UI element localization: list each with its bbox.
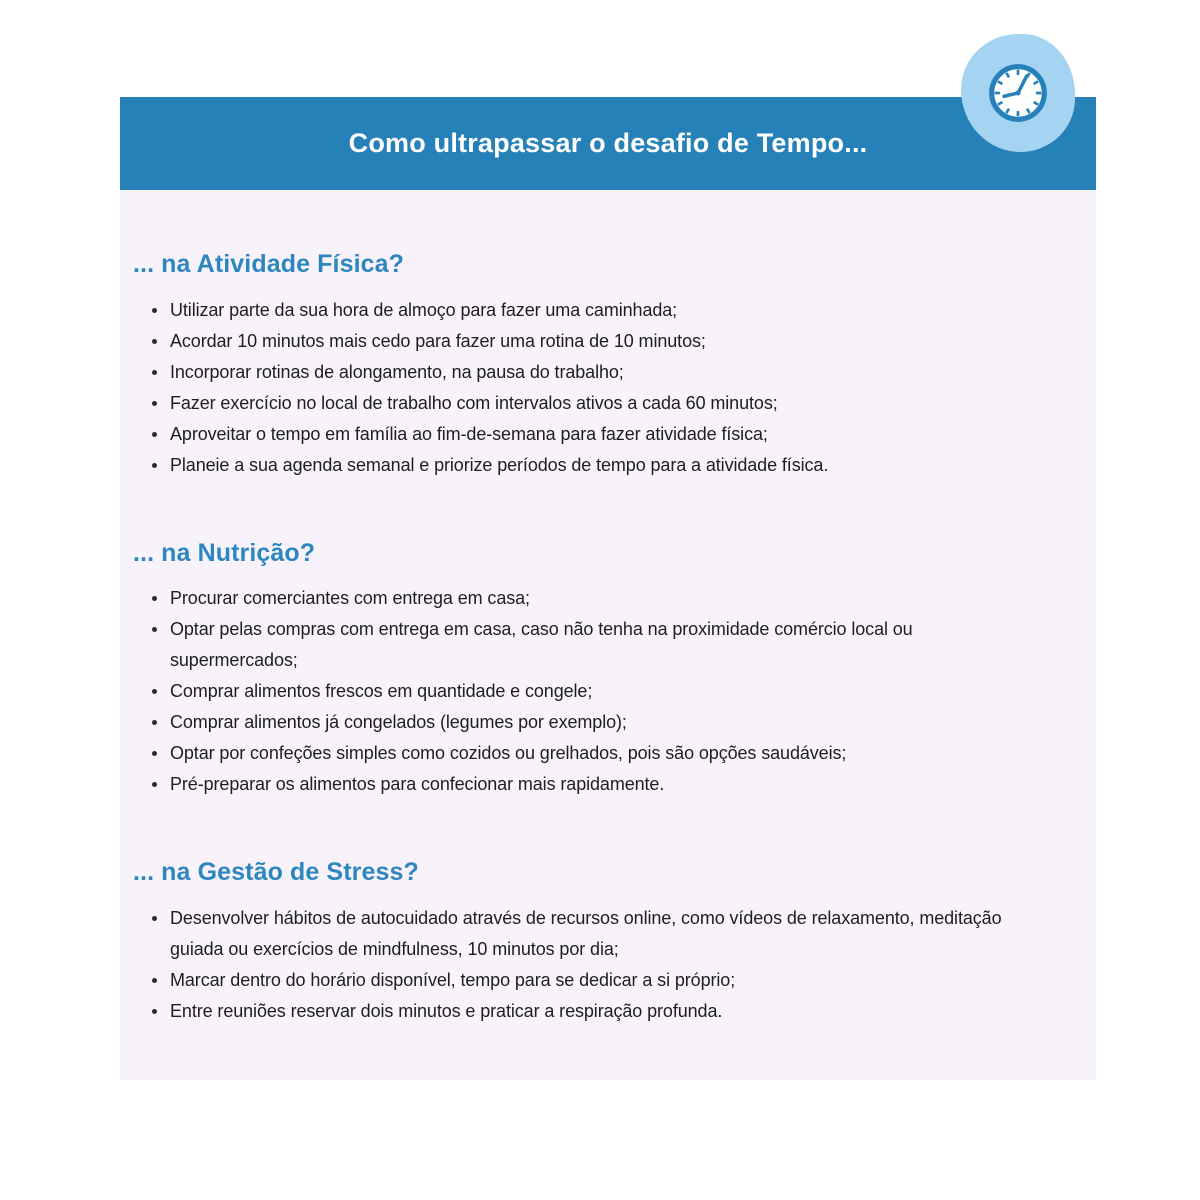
- list-item: Incorporar rotinas de alongamento, na pausa do trabalho;: [170, 357, 1034, 388]
- section-heading-gestao-stress: ... na Gestão de Stress?: [133, 858, 419, 886]
- section-heading-nutricao: ... na Nutrição?: [133, 538, 316, 567]
- clock-icon: [985, 60, 1051, 126]
- content-panel: [120, 190, 1096, 1080]
- list-item: Pré-preparar os alimentos para confecionar mais rapidamente.: [170, 769, 1034, 800]
- section-heading-atividade-fisica: ... na Atividade Física?: [133, 250, 404, 278]
- list-item: Entre reuniões reservar dois minutos e praticar a respiração profunda.: [170, 996, 1034, 1027]
- bullet-list-nutricao: [133, 583, 1034, 800]
- list-item: Optar por confeções simples como cozidos ou grelhados, pois são opções saudáveis;: [170, 738, 1034, 769]
- bullet-list-atividade-fisica: [133, 295, 1034, 481]
- list-item: Utilizar parte da sua hora de almoço para fazer uma caminhada;: [170, 295, 1034, 326]
- list-item: Acordar 10 minutos mais cedo para fazer uma rotina de 10 minutos;: [170, 326, 1034, 357]
- list-item: Procurar comerciantes com entrega em casa;: [170, 583, 1034, 614]
- list-item: Fazer exercício no local de trabalho com intervalos ativos a cada 60 minutos;: [170, 388, 1034, 419]
- bullet-list-gestao-stress: [133, 903, 1034, 1027]
- list-item: Desenvolver hábitos de autocuidado através de recursos online, como vídeos de relaxamento, meditação guiada ou exercícios de mindfulness, 10 minutos por dia;: [170, 903, 1034, 965]
- clock-badge: [961, 34, 1075, 152]
- list-item: Marcar dentro do horário disponível, tempo para se dedicar a si próprio;: [170, 965, 1034, 996]
- section-atividade-fisica: [133, 248, 1034, 481]
- list-item: Comprar alimentos já congelados (legumes por exemplo);: [170, 707, 1034, 738]
- list-item: Comprar alimentos frescos em quantidade e congele;: [170, 676, 1034, 707]
- list-item: Planeie a sua agenda semanal e priorize períodos de tempo para a atividade física.: [170, 450, 1034, 481]
- list-item: Optar pelas compras com entrega em casa, caso não tenha na proximidade comércio local ou supermercados;: [170, 614, 1034, 676]
- page-title: Como ultrapassar o desafio de Tempo...: [348, 128, 868, 158]
- list-item: Aproveitar o tempo em família ao fim-de-semana para fazer atividade física;: [170, 419, 1034, 450]
- section-nutricao: [133, 537, 1034, 801]
- header-bar: [120, 97, 1096, 190]
- section-gestao-stress: [133, 856, 1034, 1027]
